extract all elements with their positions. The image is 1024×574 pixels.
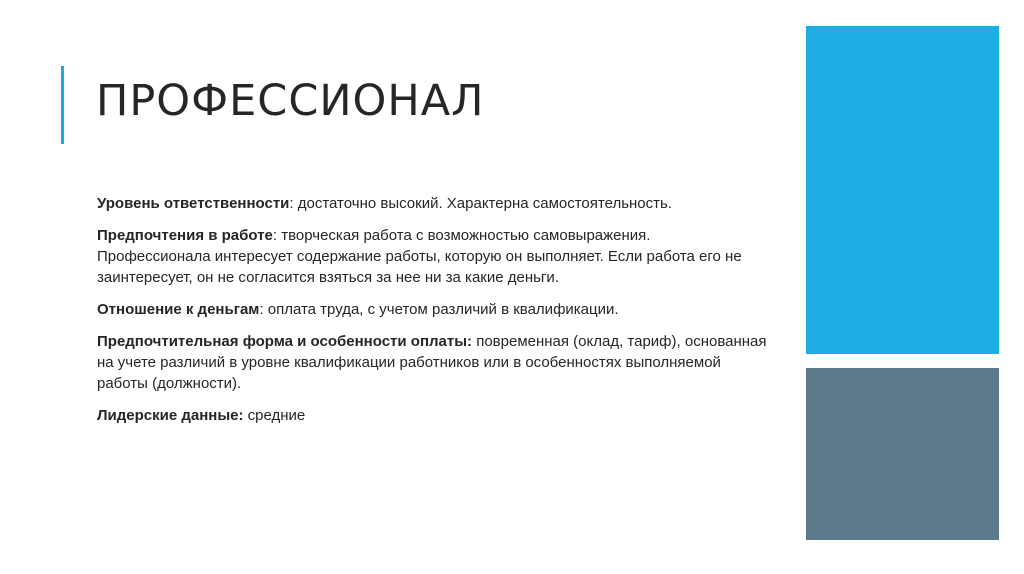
paragraph-label: Предпочтительная форма и особенности оплаты: (97, 333, 473, 350)
paragraph-label: Отношение к деньгам (97, 301, 260, 318)
paragraph-leadership (97, 405, 767, 426)
paragraph-payment-form (97, 331, 767, 394)
paragraph-text: : творческая работа с возможностью самовыражения. Профессионала интересует содержание работы, которую он выполняет. Если работа его не заинтересует, он не согласится взяться за нее ни за какие деньги. (97, 227, 742, 286)
paragraph-text: : достаточно высокий. Характерна самостоятельность. (289, 195, 672, 212)
decorative-gray-block (806, 368, 999, 540)
slide-title: ПРОФЕССИОНАЛ (96, 76, 485, 126)
paragraph-text: : оплата труда, с учетом различий в квалификации. (259, 301, 619, 318)
paragraph-responsibility (97, 193, 767, 214)
paragraph-label: Лидерские данные: (97, 407, 244, 424)
title-accent-bar (61, 66, 64, 144)
paragraph-work-preferences (97, 225, 767, 288)
paragraph-money-attitude (97, 299, 767, 320)
paragraph-label: Предпочтения в работе (97, 227, 273, 244)
paragraph-text: средние (243, 407, 306, 424)
paragraph-text: повременная (оклад, тариф), основанная на учете различий в уровне квалификации работников или в особенностях выполняемой работы (должности). (97, 333, 767, 392)
paragraph-label: Уровень ответственности (97, 195, 290, 212)
decorative-blue-block (806, 26, 999, 354)
slide-body (97, 193, 767, 437)
